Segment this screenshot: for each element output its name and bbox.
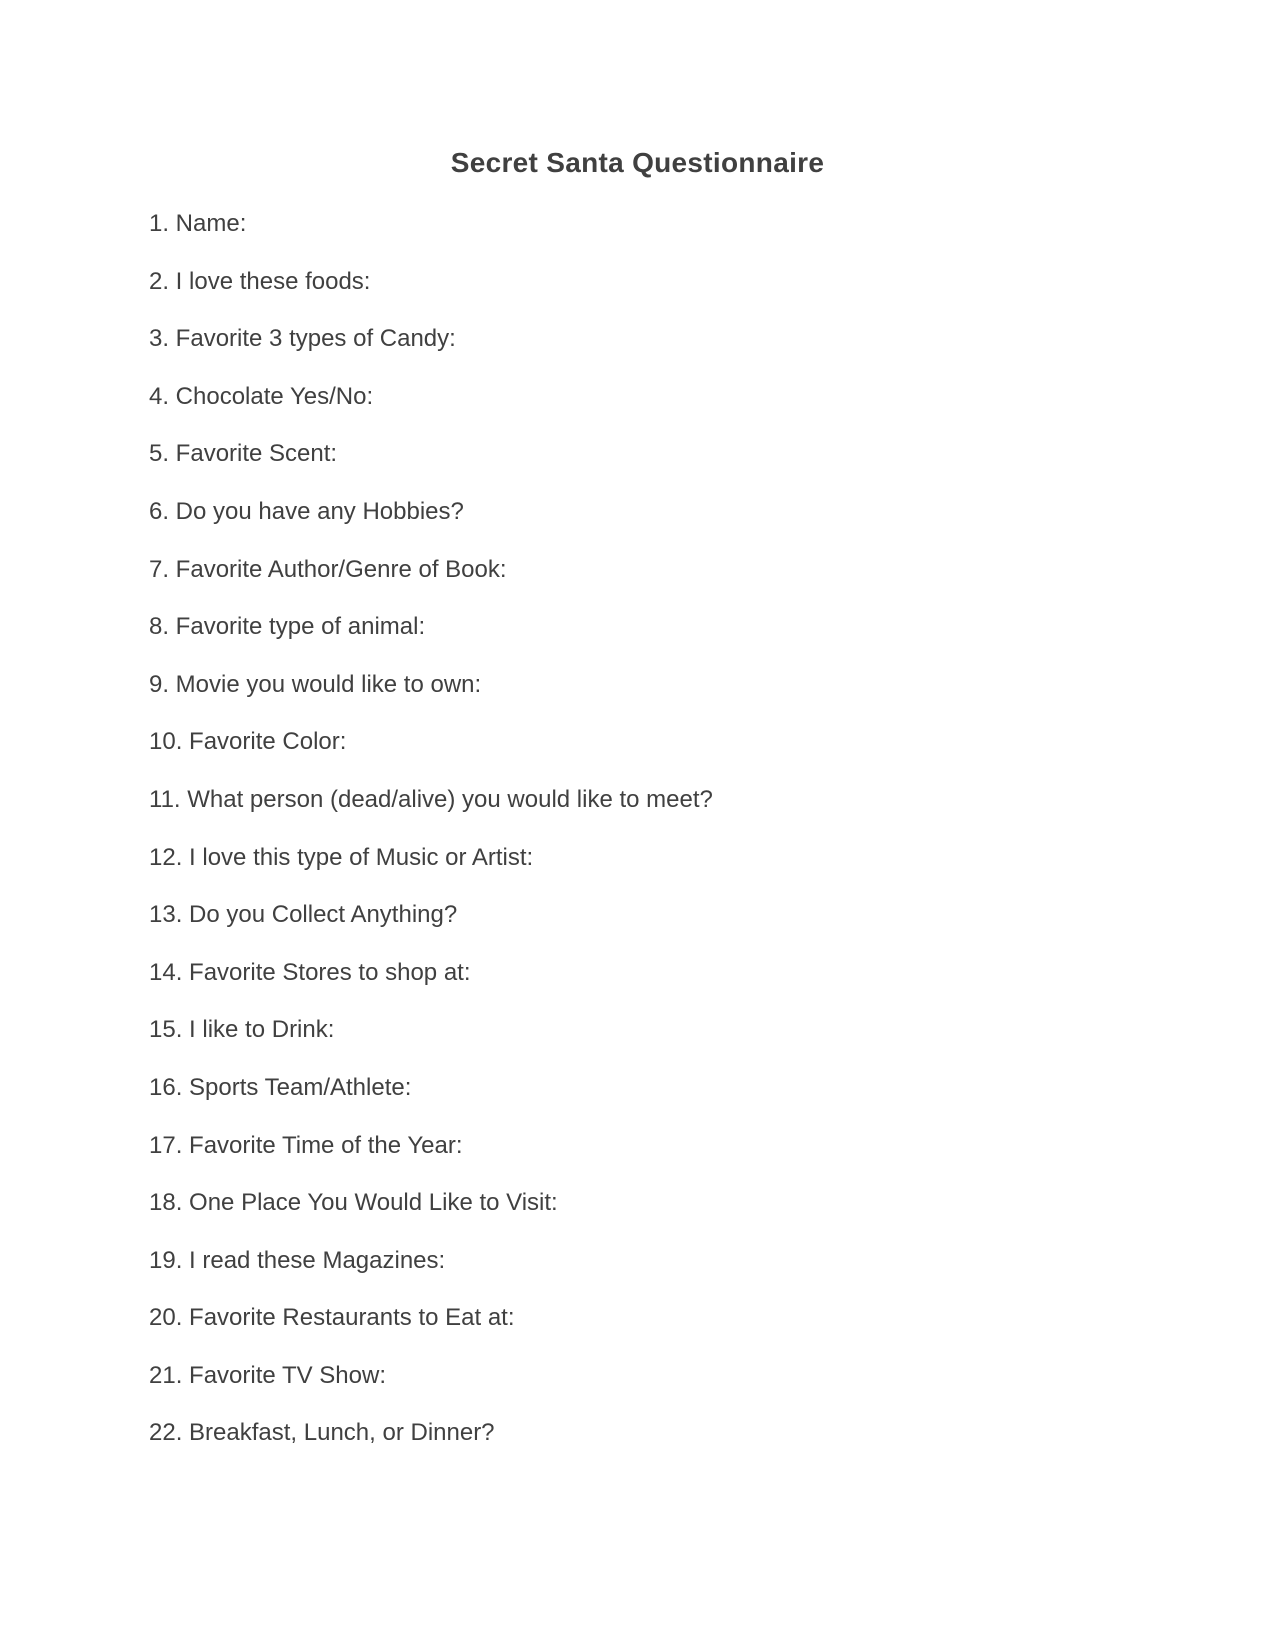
question-17: 17. Favorite Time of the Year: [149,1131,463,1159]
question-2: 2. I love these foods: [149,267,371,295]
question-9: 9. Movie you would like to own: [149,670,482,698]
question-4: 4. Chocolate Yes/No: [149,382,374,410]
question-18: 18. One Place You Would Like to Visit: [149,1189,558,1217]
question-3: 3. Favorite 3 types of Candy: [149,325,456,353]
question-6: 6. Do you have any Hobbies? [149,497,464,525]
question-11: 11. What person (dead/alive) you would like to meet? [149,785,713,813]
question-8: 8. Favorite type of animal: [149,613,426,641]
question-16: 16. Sports Team/Athlete: [149,1073,412,1101]
question-21: 21. Favorite TV Show: [149,1361,386,1389]
question-7: 7. Favorite Author/Genre of Book: [149,555,507,583]
document-title: Secret Santa Questionnaire [450,147,825,178]
question-22: 22. Breakfast, Lunch, or Dinner? [149,1419,495,1447]
question-10: 10. Favorite Color: [149,728,347,756]
question-12: 12. I love this type of Music or Artist: [149,843,534,871]
question-list [149,206,713,1473]
question-13: 13. Do you Collect Anything? [149,901,458,929]
question-19: 19. I read these Magazines: [149,1246,446,1274]
question-15: 15. I like to Drink: [149,1016,335,1044]
question-5: 5. Favorite Scent: [149,440,338,468]
question-20: 20. Favorite Restaurants to Eat at: [149,1304,515,1332]
question-1: 1. Name: [149,210,247,237]
question-14: 14. Favorite Stores to shop at: [149,958,471,986]
